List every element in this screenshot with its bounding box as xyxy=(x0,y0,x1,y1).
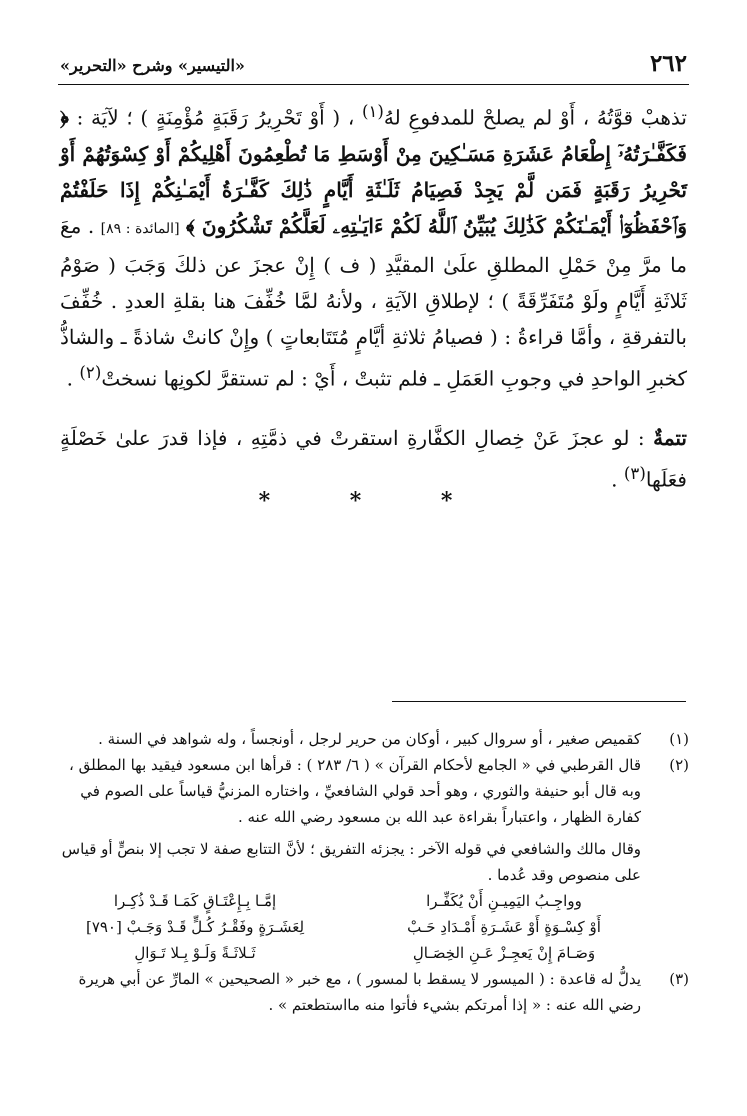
running-title: «التيسير» وشرح «التحرير» xyxy=(60,56,245,75)
poem-verse xyxy=(58,914,641,940)
quran-verse: ﴿ فَكَفَّـٰرَتُهُۥٓ إِطْعَامُ عَشَرَةِ مَسَـٰكِينَ مِنْ أَوْسَطِ مَا تُطْعِمُونَ أَهْلِيكُمْ أَوْ كِسْوَتُهُمْ أَوْ تَحْرِيرُ رَقَبَةٍ فَمَن لَّمْ يَجِدْ فَصِيَامُ ثَلَـٰثَةِ أَيَّامٍ ذَٰلِكَ كَفَّـٰرَةُ أَيْمَـٰنِكُمْ إِذَا حَلَفْتُمْ وَٱحْفَظُوٓا۟ أَيْمَـٰنَكُمْ كَذَٰلِكَ يُبَيِّنُ ٱللَّهُ لَكُمْ ءَايَـٰتِهِۦ لَعَلَّكُمْ تَشْكُرُونَ ﴾ xyxy=(60,105,687,238)
poem-second-hemistich: لِعَشَـرَةٍ وفَقْـرُ كُـلٍّ قَـدْ وَجَـبْ [٧٩٠] xyxy=(85,918,305,936)
tatimma-text: : لو عجزَ عَنْ خِصالِ الكفَّارةِ استقرتْ في ذمَّتِهِ ، فإذا قدرَ علىٰ خَصْلَةٍ فعَلَها xyxy=(60,426,687,492)
footnote-body xyxy=(58,752,641,966)
main-text xyxy=(60,94,687,498)
main-paragraph xyxy=(60,94,687,396)
footnote-3 xyxy=(58,966,689,1018)
verse-citation: [المائدة : ٨٩] xyxy=(100,220,180,237)
tatimma-paragraph xyxy=(60,420,687,498)
paragraph-body: . معَ ما مرَّ مِنْ حَمْلِ المطلقِ علَىٰ المقيَّدِ ( ف ) إِنْ عجزَ عن ذلكَ وَجَبَ ( صَوْمُ ثَلاثَةِ أَيَّامٍ ولَوْ مُتَفَرِّقَةً ) ؛ لإطلاقِ الآيَةِ ، ولأنهُ لمَّا خُفِّفَ هنا بقلةِ العددِ . خُفِّفَ بالتفرقةِ ، وأمَّا قراءةُ : ( فصيامُ ثلاثةِ أيَّامٍ مُتَتَابعاتٍ ) وإِنْ كانتْ شاذةً ـ والشاذُّ كخبرِ الواحدِ في وجوبِ العَمَلِ ـ فلم تثبتْ ، أَيْ : لم تستقرَّ لكونِها نسختْ xyxy=(60,213,687,391)
poem-first-hemistich: أَوْ كِسْـوَةٍ أَوْ عَشَـرَةِ أَمْـدَادِ حَـبْ xyxy=(407,918,601,936)
poem-first-hemistich: وَصَـامَ إِنْ يَعجِـزْ عَـنِ الخِصَـالِ xyxy=(412,944,596,962)
footnote-number: (٣) xyxy=(669,970,689,988)
poem-verse xyxy=(58,940,641,966)
paragraph-intro: تذهبْ قوَّتُهُ ، أَوْ لم يصلحْ للمدفوعِ لهُ xyxy=(383,105,688,130)
poem xyxy=(58,888,641,966)
footnote-text: يدلُّ له قاعدة : ( الميسور لا يسقط با لمسور ) ، مع خبر « الصحيحين » المارِّ عن أبي هريرة رضي الله عنه : « إذا أمرتكم بشيء فأتوا منه مااستطعتم » . xyxy=(78,970,641,1014)
page-number: ٢٦٢ xyxy=(649,50,687,77)
footnote-text: قال القرطبي في « الجامع لأحكام القرآن » ( ٦/ ٢٨٣ ) : قرأها ابن مسعود فيقيد بها المطلق ، وبه قال أبو حنيفة والثوري ، وهو أحد قولي الشافعيِّ ، واختاره المزنيُّ قياساً على الصوم في كفارة الظهار ، واعتباراً بقراءة عبد الله بن مسعود رضي الله عنه . xyxy=(69,756,641,826)
paragraph-intro-cont: ، ( أَوْ تَحْرِيرُ رَقَبَةٍ مُؤْمِنَةٍ ) ؛ لآيَة : xyxy=(76,105,362,130)
section-separator: * * * xyxy=(258,488,489,514)
poem-first-hemistich: وواجِـبُ اليَمِيـنِ أَنْ يُكَفِّـرا xyxy=(426,892,582,910)
footnote-ref-3[interactable]: (٣) xyxy=(623,464,646,484)
footnote-number: (٢) xyxy=(669,756,689,774)
paragraph-end: . xyxy=(66,366,80,391)
tatimma-label: تتمةٌ xyxy=(653,426,687,451)
tatimma-end: . xyxy=(611,467,624,492)
footnote-text: وقال مالك والشافعي في قوله الآخر : يجزئه التفريق ؛ لأنَّ التتابع صفة لا تجب إلا بنصٍّ أو قياس على منصوص وقد عُدما . xyxy=(61,840,641,884)
footnote-number: (١) xyxy=(669,730,689,748)
footnote-2 xyxy=(58,752,689,966)
footnote-ref-1[interactable]: (١) xyxy=(361,102,384,121)
poem-second-hemistich: إمَّـا بِـإِعْتَـاقٍ كَمَـا قَـدْ ذُكِـرا xyxy=(113,892,277,910)
footnotes xyxy=(58,726,689,1018)
footnote-rule xyxy=(392,701,686,702)
paragraph-gap xyxy=(60,396,687,420)
footnote-text: كقميص صغير ، أو سروال كبير ، أوكان من حرير لرجل ، أونجساً ، وله شواهد في السنة . xyxy=(98,730,641,748)
footnote-ref-2[interactable]: (٢) xyxy=(79,362,102,382)
poem-second-hemistich: ثَـلاثَـةً وَلَـوْ بِـلا تَـوَالِ xyxy=(134,944,256,962)
footnote-1 xyxy=(58,726,689,752)
poem-verse xyxy=(58,888,641,914)
page-header xyxy=(58,50,689,85)
